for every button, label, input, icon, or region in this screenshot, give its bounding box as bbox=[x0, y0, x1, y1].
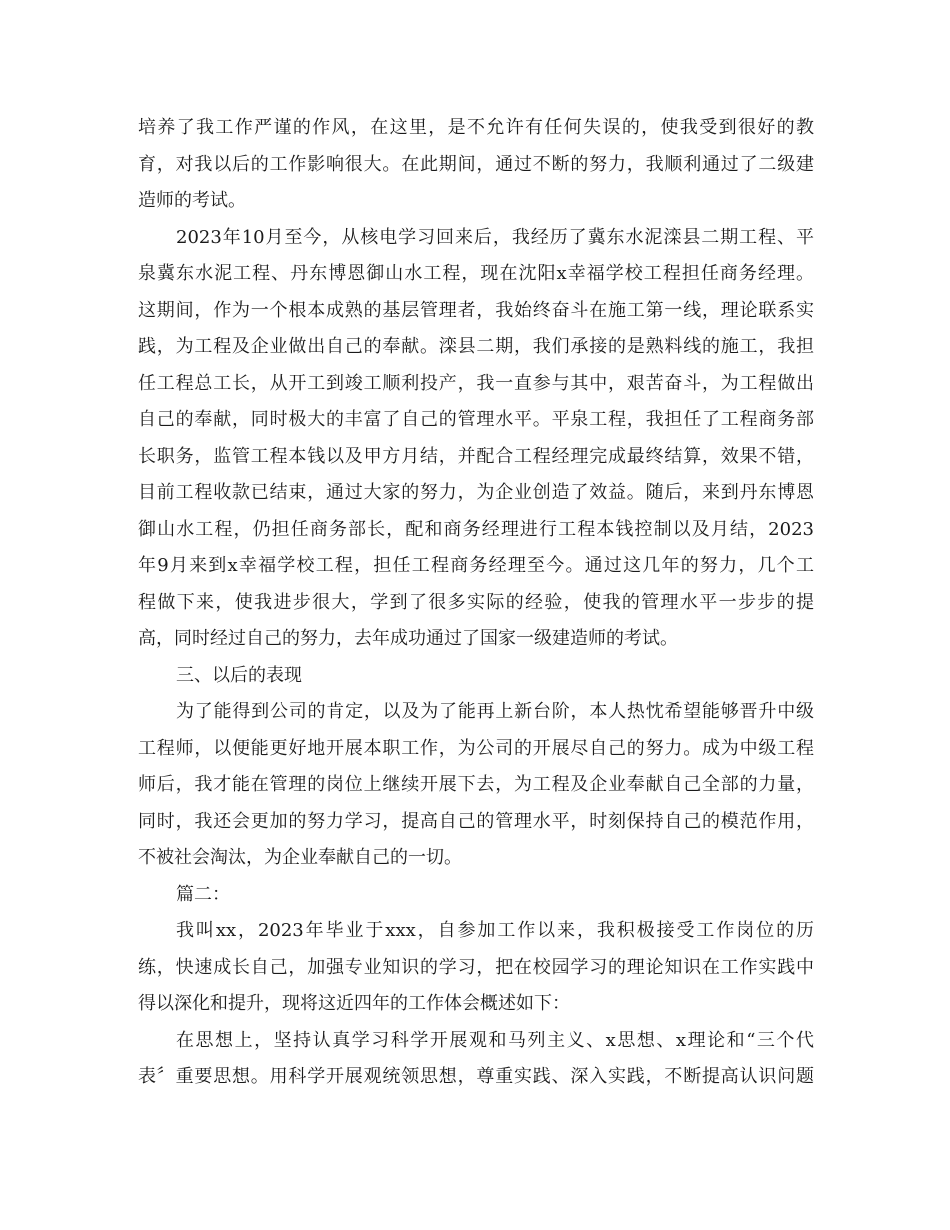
text-line: 造师的考试。 bbox=[138, 190, 246, 211]
text-line: 这期间，作为一个根本成熟的基层管理者，我始终奋斗在施工第一线，理论联系实 bbox=[138, 299, 814, 321]
heading-text: 篇二： bbox=[176, 883, 230, 905]
text-line: 践，为工程及企业做出自己的奉献。滦县二期，我们承接的是熟料线的施工，我担 bbox=[138, 336, 814, 357]
text-line: 在思想上，坚持认真学习科学开展观和马列主义、x思想、x理论和“三个代 bbox=[176, 1029, 814, 1051]
text-line: 任工程总工长，从开工到竣工顺利投产，我一直参与其中，艰苦奋斗，为工程做出 bbox=[138, 372, 814, 394]
paragraph-1 bbox=[138, 110, 814, 220]
heading-text: 三、以后的表现 bbox=[176, 664, 302, 686]
text-line: 育，对我以后的工作影响很大。在此期间，通过不断的努力，我顺利通过了二级建 bbox=[138, 153, 814, 175]
text-line: 练，快速成长自己，加强专业知识的学习，把在校园学习的理论知识在工作实践中 bbox=[138, 956, 814, 978]
text-line: 得以深化和提升，现将这近四年的工作体会概述如下： bbox=[138, 993, 570, 1014]
text-line: 师后，我才能在管理的岗位上继续开展下去，为工程及企业奉献自己全部的力量， bbox=[138, 774, 814, 795]
text-line: 为了能得到公司的肯定，以及为了能再上新台阶，本人热忱希望能够晋升中级 bbox=[176, 701, 814, 722]
document-page bbox=[138, 110, 814, 1096]
text-line: 表〞重要思想。用科学开展观统领思想，尊重实践、深入实践，不断提高认识问题 bbox=[138, 1066, 814, 1087]
text-line: 程做下来，使我进步很大，学到了很多实际的经验，使我的管理水平一步步的提 bbox=[138, 591, 814, 613]
text-line: 自己的奉献，同时极大的丰富了自己的管理水平。平泉工程，我担任了工程商务部 bbox=[138, 409, 814, 430]
paragraph-5 bbox=[138, 1023, 814, 1096]
text-line: 培养了我工作严谨的作风，在这里，是不允许有任何失误的，使我受到很好的教 bbox=[138, 117, 814, 138]
text-line: 年9月来到x幸福学校工程，担任工程商务经理至今。通过这几年的努力，几个工 bbox=[138, 555, 814, 576]
text-line: 不被社会淘汰，为企业奉献自己的一切。 bbox=[138, 847, 462, 868]
text-line: 工程师，以便能更好地开展本职工作，为公司的开展尽自己的努力。成为中级工程 bbox=[138, 737, 814, 759]
paragraph-4 bbox=[138, 913, 814, 1023]
paragraph-2 bbox=[138, 220, 814, 658]
section-heading bbox=[138, 658, 814, 695]
text-line: 泉冀东水泥工程、丹东博恩御山水工程，现在沈阳x幸福学校工程担任商务经理。 bbox=[138, 263, 814, 284]
chapter-heading bbox=[138, 877, 814, 914]
text-line: 2023年10月至今，从核电学习回来后，我经历了冀东水泥滦县二期工程、平 bbox=[176, 226, 814, 248]
paragraph-3 bbox=[138, 694, 814, 877]
text-line: 高，同时经过自己的努力，去年成功通过了国家一级建造师的考试。 bbox=[138, 628, 678, 649]
text-line: 长职务，监管工程本钱以及甲方月结，并配合工程经理完成最终结算，效果不错， bbox=[138, 445, 814, 467]
text-line: 御山水工程，仍担任商务部长，配和商务经理进行工程本钱控制以及月结，2023 bbox=[138, 518, 814, 540]
text-line: 我叫xx，2023年毕业于xxx，自参加工作以来，我积极接受工作岗位的历 bbox=[176, 920, 814, 941]
text-line: 同时，我还会更加的努力学习，提高自己的管理水平，时刻保持自己的模范作用， bbox=[138, 810, 814, 832]
text-line: 目前工程收款已结束，通过大家的努力，为企业创造了效益。随后，来到丹东博恩 bbox=[138, 482, 814, 503]
